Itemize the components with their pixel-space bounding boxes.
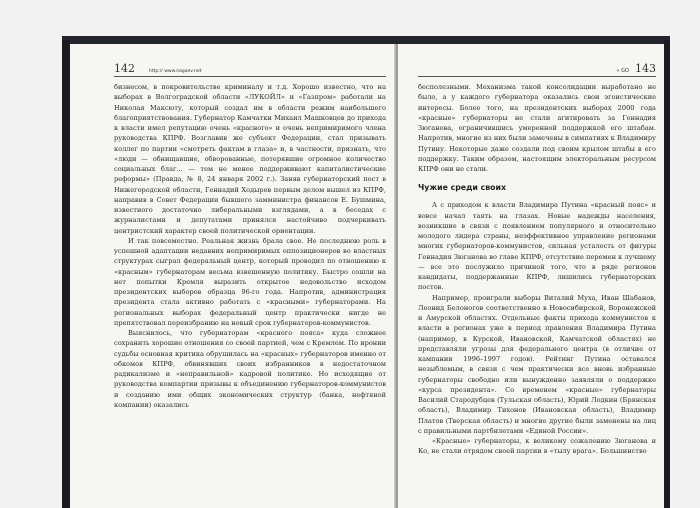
right-page-number: 143	[635, 62, 656, 75]
book-cover-left-edge	[62, 40, 70, 508]
book-cover-right-edge	[664, 40, 670, 508]
right-paragraph: Например, проиграли выборы Виталий Муха, Иван Шабанов, Леонид Белоногов соответственно в Новосибирской, Воронежской и Амурской областях. Отдельные факты прихода коммунистов к власти в регионах уже в период правления Владимира Путина (например, в Курской, Ивановской, Камчатской областях) не представляли угрозы для федерального центра (в отличие от кампании 1996–1997 годов). Рейтинг Путина оставался незыблемым, в связи с чем практически все вновь избранные губернаторы свободно или вынужденно заявляли о поддержке «курса президента». Со временем «красные» губернаторы Василий Стародубцев (Тульская область), Юрий Лодкин (Брянская область), Владимир Тихонов (Ивановская область), Владимир Платов (Тверская область) и многие другие были заменены на лиц с правильными партбилетами «Единой России».	[418, 293, 656, 435]
left-page-url: http:// www.nagaev.net	[149, 69, 202, 74]
right-paragraph: «Красные» губернаторы, к великому сожалению Зюганова и Ко, не стали отрядом своей партии в «тылу врага». Большинство	[418, 437, 656, 456]
left-page	[70, 44, 396, 508]
left-page-number: 142	[114, 62, 135, 75]
left-page-header	[114, 62, 386, 77]
right-page-header	[418, 62, 656, 77]
right-page-body	[418, 82, 656, 457]
left-paragraph: И так повсеместно. Реальная жизнь брала свое. Не последнюю роль в успешной адаптации недавних непримиримых оппозиционеров во властных структурах сыграл федеральный центр, который проводил по отношению к «красным» губернаторам весьма взвешенную политику. Быстро сошли на нет попытки Кремля выразить открытое недовольство исходом президентских выборов образца 96-го года. Напротив, администрация президента стала активно работать с «красными» губернаторами. На региональных выборах федеральный центр практически нигде не препятствовал переизбранию на новый срок губернаторов-коммунистов.	[114, 236, 386, 327]
left-page-body	[114, 82, 386, 410]
section-title: Чужие среди своих	[418, 183, 506, 193]
book-cover-top-edge	[62, 36, 670, 44]
right-paragraph: А с приходом к власти Владимира Путина «красный пояс» и вовсе начал таять на глазах. Новые надежды населения, возникшие в связи с появлением популярного и относительно молодого лидера страны, неэффективное управление регионами многих губернаторов-коммунистов, сильная усталость от фигуры Геннадия Зюганова во главе КПРФ, отсутствие перемен к лучшему — все это послужило причиной того, что в ряде регионов кандидаты, поддержанные КПРФ, лишились губернаторских постов.	[418, 201, 656, 292]
left-paragraph: Выяснилось, что губернаторам «красного пояса» куда сложнее сохранить хорошие отношения со своей партией, чем с Кремлем. По иронии судьбы основная критика обрушилась на «красных» губернаторов именно от обкомов КПРФ, обвинявших своих избранников в недостаточном радикализме и «неправильной» кадровой политике. Но исходящие от руководства компартии призывы к объединению губернаторов-коммунистов и созданию ими общих экономических структур (банка, нефтяной компании) оказались	[114, 329, 386, 409]
left-paragraph: бизнесом, в покровительстве криминалу и т.д. Хорошо известно, что на выборах в Волгоградской области «ЛУКОЙЛ» и «Газпром» работали на Николая Максюту, который создал им в области режим наибольшего благоприятствования. Губернатор Камчатки Михаил Машковцев до прихода к власти имел репутацию очень «красного» и очень непримиримого члена руководства КПРФ. Возглавив же субъект Федерации, стал призывать коллег по партии «смотреть фактам в глаза» и, в частности, признать, что «люди — обнищавшие, обворованные, потерявшие огромное количество социальных благ... — тем не менее поддерживают капиталистические реформы» (Правда, № 8, 24 января 2002 г.). Заняв губернаторский пост в Нижегородской области, Геннадий Ходырев первым делом вышел из КПРФ, направив в Совет Федерации бывшего замминистра финансов Е. Бушмина, известного достаточно либеральными взглядами, а в беседах с журналистами и депутатами принялся настойчиво подчеркивать центристский характер своей политической ориентации.	[114, 83, 386, 235]
right-page	[398, 44, 664, 508]
right-page-header-mark: « GO	[616, 68, 629, 74]
right-paragraph: бесполезными. Механизма такой консолидации выработано не было, а у каждого губернатора оказались свои эгоистические интересы. Более того, на президентских выборах 2000 года «красные» губернаторы не стали агитировать за Геннадия Зюганова, ограничившись умеренной поддержкой его штабам. Напротив, многие из них были замечены в симпатиях к Владимиру Путину. Некоторые даже создали под своим крылом штабы в его поддержку. Таким образом, настоящим электоральным ресурсом КПРФ они не стали.	[418, 83, 656, 173]
